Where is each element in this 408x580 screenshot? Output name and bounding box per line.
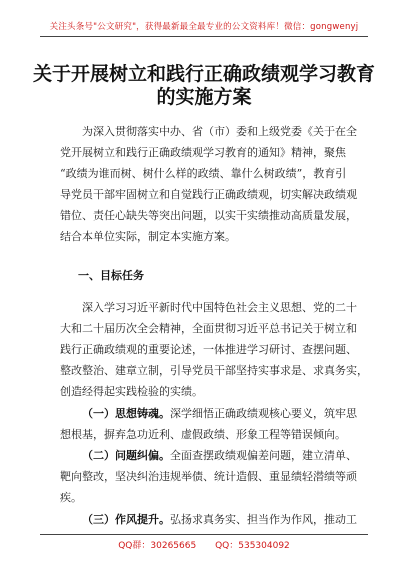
item-3-paragraph (60, 509, 357, 530)
item-1-text: 深学细悟正确政绩观核心要义，筑牢思 (170, 407, 357, 420)
item-2-line (60, 445, 357, 466)
intro-line: 党开展树立和践行正确政绩观学习教育的通知》精神，聚焦 (60, 146, 346, 159)
item-2-text: 全面查摆政绩观偏差问题，建立清单、 (170, 449, 357, 462)
title-line-2: 的实施方案 (156, 86, 252, 108)
targets-line: 创造经得起实践检验的实绩。 (60, 385, 203, 398)
intro-line: 导党员干部牢固树立和自觉践行正确政绩观，切实解决政绩观 (60, 188, 357, 201)
intro-paragraph (60, 121, 357, 247)
targets-line: 大和二十届历次全会精神，全面贯彻习近平总书记关于树立和 (60, 322, 357, 335)
item-2-line: 疾。 (60, 491, 82, 504)
intro-line: 为深入贯彻落实中办、省（市）委和上级党委《关于在全 (82, 125, 357, 138)
header-banner: 关注头条号"公文研究"，获得最新最全最专业的公文资料库！微信：gongwenyj (49, 22, 359, 32)
item-3-text: 弘扬求真务实、担当作为作风，推动工 (170, 513, 357, 526)
intro-line: 结合本单位实际，制定本实施方案。 (60, 230, 236, 243)
section-heading-targets: 一、目标任务 (78, 269, 144, 282)
footer-qq-group: QQ群：30265665 (118, 541, 197, 551)
targets-line: 整改整治、建章立制，引导党员干部坚持实事求是、求真务实， (60, 364, 368, 377)
item-3-label: （三）作风提升。 (82, 513, 170, 526)
document-title (30, 63, 378, 109)
intro-line: 错位、责任心缺失等突出问题，以实干实绩推动高质量发展， (60, 209, 357, 222)
footer (0, 538, 408, 551)
item-3-line (60, 509, 357, 530)
targets-paragraph (60, 297, 368, 402)
item-1-line (60, 403, 357, 424)
item-1-paragraph (60, 403, 357, 445)
item-2-label: （二）问题纠偏。 (82, 449, 170, 462)
targets-line: 践行正确政绩观的重要论述，一体推进学习研讨、查摆问题、 (60, 343, 357, 356)
item-1-line: 想根基，摒弃急功近利、虚假政绩、形象工程等错误倾向。 (60, 428, 346, 441)
footer-divider (40, 534, 368, 535)
item-2-paragraph (60, 445, 357, 508)
intro-line: “政绩为谁而树、树什么样的政绩、靠什么树政绩”，教育引 (60, 167, 347, 180)
footer-qq: QQ：535304092 (215, 541, 290, 551)
item-2-line: 靶向整改，坚决纠治违规举债、统计造假、重显绩轻潜绩等顽 (60, 470, 357, 483)
title-line-1: 关于开展树立和践行正确政绩观学习教育 (32, 63, 375, 85)
header-divider (40, 36, 368, 37)
targets-line: 深入学习习近平新时代中国特色社会主义思想、党的二十 (82, 301, 357, 314)
item-1-label: （一）思想铸魂。 (82, 407, 170, 420)
